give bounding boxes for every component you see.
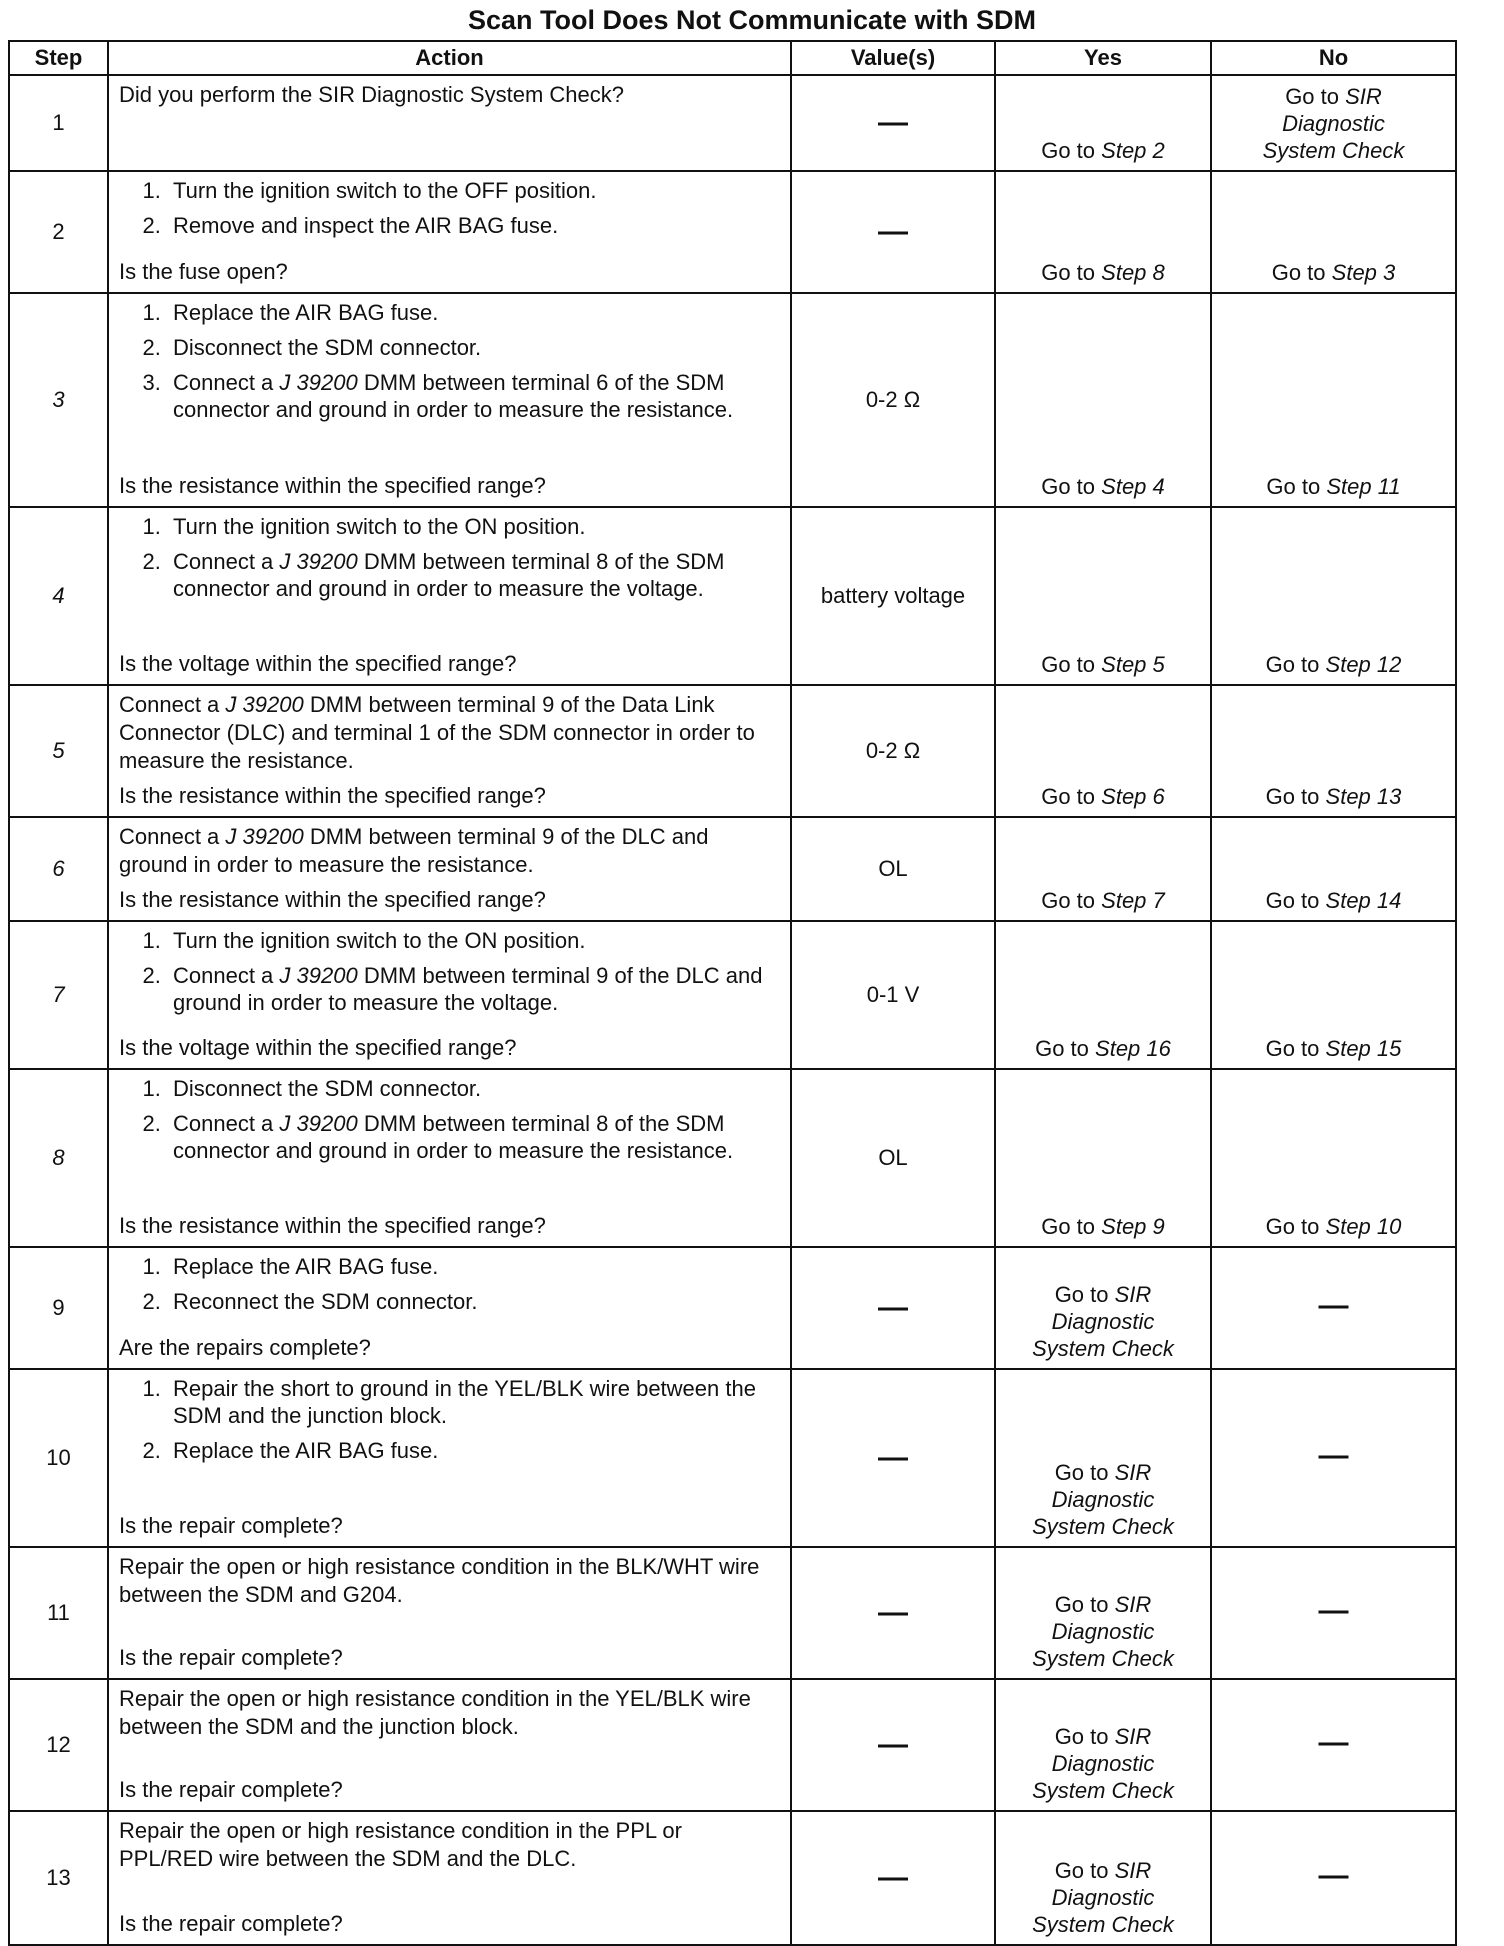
value-cell: 0-2 Ω [791, 685, 995, 817]
yes-sir-line1 [996, 1857, 1210, 1884]
table-row [9, 75, 1456, 171]
action-list-item: 1. Turn the ignition switch to the ON position. [167, 927, 780, 954]
action-content [119, 177, 780, 286]
yes-goto: Go to [1041, 784, 1096, 809]
table-row [9, 921, 1456, 1069]
action-intro: Connect a J 39200 DMM between terminal 9 of the DLC and ground in order to measure the resistance. [119, 824, 709, 877]
action-list-item: 2. Connect a J 39200 DMM between terminal 9 of the DLC and ground in order to measure the voltage. [167, 962, 780, 1016]
no-cell [1211, 921, 1456, 1069]
step-word: Step [1095, 1036, 1141, 1061]
action-intro: Did you perform the SIR Diagnostic System Check? [119, 82, 624, 107]
no-cell [1211, 817, 1456, 921]
action-list-item: 2. Replace the AIR BAG fuse. [167, 1437, 780, 1464]
yes-cell [995, 75, 1211, 171]
value-cell: — [791, 1369, 995, 1547]
action-list [119, 299, 780, 423]
action-question: Is the repair complete? [119, 1911, 343, 1936]
yes-cell [995, 1547, 1211, 1679]
value-cell: OL [791, 1069, 995, 1247]
value-cell: — [791, 1679, 995, 1811]
yes-cell [995, 1069, 1211, 1247]
step-cell: 3 [9, 293, 108, 507]
header-values: Value(s) [791, 41, 995, 75]
action-body [119, 1817, 780, 1873]
yes-sir-line3: System Check [1032, 1646, 1174, 1671]
action-cell [108, 171, 791, 293]
yes-goto: Go to [1041, 652, 1096, 677]
value-cell: — [791, 75, 995, 171]
goto-text: Go to [1054, 1282, 1109, 1307]
action-content [119, 513, 780, 678]
yes-sir-line1 [996, 1723, 1210, 1750]
action-cell [108, 1069, 791, 1247]
no-step-ref: Step 10 [1325, 1214, 1402, 1239]
header-yes: Yes [995, 41, 1211, 75]
action-list [119, 927, 780, 1016]
yes-goto: Go to [1041, 888, 1096, 913]
action-list-item: 1. Replace the AIR BAG fuse. [167, 1253, 780, 1280]
no-cell [1211, 685, 1456, 817]
yes-cell [995, 1247, 1211, 1369]
yes-step-ref: Step 5 [1101, 652, 1165, 677]
yes-goto: Go to [1041, 474, 1096, 499]
header-row [9, 41, 1456, 75]
step-cell: 7 [9, 921, 108, 1069]
no-goto: Go to [1265, 784, 1320, 809]
table-row [9, 1247, 1456, 1369]
yes-sir-line2: Diagnostic [1051, 1309, 1155, 1334]
action-cell [108, 75, 791, 171]
no-cell [1211, 171, 1456, 293]
value-cell: 0-1 V [791, 921, 995, 1069]
yes-cell [995, 1811, 1211, 1945]
action-cell [108, 1369, 791, 1547]
yes-sir-line3: System Check [1032, 1912, 1174, 1937]
action-list-item: 2. Connect a J 39200 DMM between terminal 8 of the SDM connector and ground in order to measure the voltage. [167, 548, 780, 602]
action-cell [108, 921, 791, 1069]
no-goto: Go to [1265, 888, 1320, 913]
diagnostic-table [8, 40, 1457, 1946]
yes-cell [995, 817, 1211, 921]
sir-text: SIR [1114, 1460, 1152, 1485]
step-cell: 12 [9, 1679, 108, 1811]
action-list-item: 2. Disconnect the SDM connector. [167, 334, 780, 361]
action-cell [108, 1547, 791, 1679]
yes-sir-line1 [996, 1459, 1210, 1486]
yes-sir-line3: System Check [1032, 1336, 1174, 1361]
value-cell: — [791, 1547, 995, 1679]
action-content [119, 1253, 780, 1362]
yes-goto: Go to [1041, 138, 1096, 163]
action-content [119, 299, 780, 500]
no-goto: Go to [1271, 260, 1326, 285]
no-step-ref: Step 3 [1331, 260, 1396, 285]
action-content [119, 927, 780, 1062]
action-list-item: 2. Connect a J 39200 DMM between terminal 8 of the SDM connector and ground in order to measure the resistance. [167, 1110, 780, 1164]
yes-cell [995, 171, 1211, 293]
no-step-ref: Step 11 [1326, 474, 1401, 499]
action-list [119, 1075, 780, 1164]
step-word: Step [1325, 1036, 1371, 1061]
step-word: Step [1101, 784, 1147, 809]
step-word: Step [1101, 1214, 1147, 1239]
action-list-item: 1. Replace the AIR BAG fuse. [167, 299, 780, 326]
value-cell: OL [791, 817, 995, 921]
no-step-ref: Step 15 [1325, 1036, 1402, 1061]
yes-step-ref: Step 6 [1101, 784, 1165, 809]
action-list-item: 1. Disconnect the SDM connector. [167, 1075, 780, 1102]
step-cell: 9 [9, 1247, 108, 1369]
no-cell: — [1211, 1247, 1456, 1369]
yes-step-ref: Step 4 [1101, 474, 1165, 499]
yes-step-ref: Step 7 [1101, 888, 1165, 913]
step-word: Step [1331, 260, 1377, 285]
step-word: Step [1325, 784, 1371, 809]
table-row [9, 1547, 1456, 1679]
action-list-item: 3. Connect a J 39200 DMM between terminal 6 of the SDM connector and ground in order to measure the resistance. [167, 369, 780, 423]
table-row [9, 507, 1456, 685]
value-cell: — [791, 1811, 995, 1945]
action-body [119, 513, 780, 602]
step-cell: 13 [9, 1811, 108, 1945]
step-word: Step [1326, 474, 1372, 499]
step-word: Step [1101, 138, 1147, 163]
yes-sir-line1 [996, 1281, 1210, 1308]
action-question: Is the resistance within the specified range? [119, 473, 546, 498]
action-cell [108, 817, 791, 921]
no-cell [1211, 507, 1456, 685]
action-intro: Repair the open or high resistance condition in the YEL/BLK wire between the SDM and the junction block. [119, 1686, 751, 1739]
sir-text: SIR [1114, 1724, 1152, 1749]
header-step: Step [9, 41, 108, 75]
action-content [119, 1685, 780, 1804]
action-question: Is the resistance within the specified range? [119, 783, 546, 808]
action-list [119, 1253, 780, 1315]
action-cell [108, 507, 791, 685]
step-word: Step [1101, 652, 1147, 677]
step-word: Step [1101, 260, 1147, 285]
value-cell: — [791, 1247, 995, 1369]
action-intro: Repair the open or high resistance condition in the PPL or PPL/RED wire between the SDM and the DLC. [119, 1818, 682, 1871]
sir-text: SIR [1114, 1592, 1152, 1617]
action-cell [108, 685, 791, 817]
action-list [119, 1375, 780, 1464]
tool-ref: J 39200 [279, 1111, 358, 1136]
action-list [119, 513, 780, 602]
yes-sir-line1 [996, 1591, 1210, 1618]
table-row [9, 1369, 1456, 1547]
yes-cell [995, 1679, 1211, 1811]
tool-ref: J 39200 [279, 370, 358, 395]
tool-ref: J 39200 [279, 963, 358, 988]
no-sir-line1 [1212, 83, 1455, 110]
page-title: Scan Tool Does Not Communicate with SDM [467, 5, 1037, 35]
action-body [119, 81, 780, 109]
action-intro: Connect a J 39200 DMM between terminal 9 of the Data Link Connector (DLC) and terminal 1 of the SDM connector in order to measure the resistance. [119, 692, 755, 773]
sir-text: SIR [1345, 84, 1382, 109]
action-cell [108, 293, 791, 507]
action-cell [108, 1811, 791, 1945]
action-question: Is the repair complete? [119, 1777, 343, 1802]
action-content [119, 1817, 780, 1938]
step-word: Step [1101, 474, 1147, 499]
action-content [119, 1075, 780, 1240]
action-list-item: 1. Turn the ignition switch to the ON position. [167, 513, 780, 540]
no-goto: Go to [1266, 474, 1321, 499]
table-row [9, 1679, 1456, 1811]
no-sir-line2: Diagnostic [1282, 111, 1385, 136]
action-content [119, 823, 780, 914]
action-body [119, 299, 780, 423]
step-cell: 5 [9, 685, 108, 817]
yes-goto: Go to [1035, 1036, 1089, 1061]
yes-cell [995, 293, 1211, 507]
yes-goto: Go to [1041, 1214, 1096, 1239]
table-row [9, 685, 1456, 817]
action-question: Is the resistance within the specified range? [119, 887, 546, 912]
no-cell [1211, 1069, 1456, 1247]
yes-sir-line3: System Check [1032, 1514, 1174, 1539]
yes-step-ref: Step 2 [1101, 138, 1165, 163]
no-step-ref: Step 14 [1325, 888, 1402, 913]
step-cell: 8 [9, 1069, 108, 1247]
action-list-item: 2. Reconnect the SDM connector. [167, 1288, 780, 1315]
action-content [119, 1553, 780, 1672]
step-word: Step [1101, 888, 1147, 913]
action-body [119, 927, 780, 1016]
yes-cell [995, 921, 1211, 1069]
yes-sir-line2: Diagnostic [1051, 1885, 1155, 1910]
value-cell: 0-2 Ω [791, 293, 995, 507]
action-content [119, 81, 780, 164]
action-cell [108, 1679, 791, 1811]
sir-text: SIR [1114, 1282, 1152, 1307]
table-row [9, 293, 1456, 507]
action-body [119, 823, 780, 879]
no-goto: Go to [1265, 652, 1320, 677]
action-list-item: 2. Remove and inspect the AIR BAG fuse. [167, 212, 780, 239]
yes-sir-line2: Diagnostic [1051, 1619, 1155, 1644]
no-cell: — [1211, 1679, 1456, 1811]
yes-step-ref: Step 16 [1095, 1036, 1171, 1061]
yes-step-ref: Step 9 [1101, 1214, 1165, 1239]
step-word: Step [1325, 652, 1371, 677]
header-action: Action [108, 41, 791, 75]
step-word: Step [1325, 888, 1371, 913]
action-content [119, 1375, 780, 1540]
action-body [119, 177, 780, 239]
table-row [9, 171, 1456, 293]
yes-cell [995, 507, 1211, 685]
no-sir-line3: System Check [1262, 138, 1405, 163]
step-word: Step [1325, 1214, 1371, 1239]
tool-ref: J 39200 [225, 824, 304, 849]
action-question: Is the repair complete? [119, 1645, 343, 1670]
yes-cell [995, 685, 1211, 817]
header-no: No [1211, 41, 1456, 75]
action-body [119, 1553, 780, 1609]
goto-text: Go to [1054, 1724, 1109, 1749]
table-row [9, 1811, 1456, 1945]
action-question: Is the voltage within the specified range? [119, 651, 517, 676]
step-cell: 1 [9, 75, 108, 171]
no-cell: — [1211, 1811, 1456, 1945]
value-cell: — [791, 171, 995, 293]
action-list-item: 1. Turn the ignition switch to the OFF position. [167, 177, 780, 204]
action-question: Is the resistance within the specified range? [119, 1213, 546, 1238]
no-goto: Go to [1265, 1214, 1320, 1239]
action-body [119, 1685, 780, 1741]
goto-text: Go to [1054, 1858, 1109, 1883]
tool-ref: J 39200 [279, 549, 358, 574]
no-step-ref: Step 13 [1325, 784, 1402, 809]
no-goto: Go to [1265, 1036, 1320, 1061]
goto-text: Go to [1054, 1592, 1109, 1617]
action-content [119, 691, 780, 810]
no-step-ref: Step 12 [1325, 652, 1402, 677]
action-body [119, 691, 780, 775]
yes-step-ref: Step 8 [1101, 260, 1165, 285]
step-cell: 11 [9, 1547, 108, 1679]
action-body [119, 1375, 780, 1464]
value-cell: battery voltage [791, 507, 995, 685]
goto-text: Go to [1054, 1460, 1109, 1485]
table-row [9, 1069, 1456, 1247]
step-cell: 6 [9, 817, 108, 921]
step-cell: 4 [9, 507, 108, 685]
action-cell [108, 1247, 791, 1369]
no-cell [1211, 75, 1456, 171]
yes-goto: Go to [1041, 260, 1096, 285]
no-cell: — [1211, 1369, 1456, 1547]
step-cell: 2 [9, 171, 108, 293]
table-row [9, 817, 1456, 921]
yes-cell [995, 1369, 1211, 1547]
action-intro: Repair the open or high resistance condition in the BLK/WHT wire between the SDM and G204. [119, 1554, 760, 1607]
goto-text: Go to [1285, 84, 1339, 109]
action-question: Are the repairs complete? [119, 1335, 371, 1360]
action-question: Is the voltage within the specified range? [119, 1035, 517, 1060]
yes-sir-line3: System Check [1032, 1778, 1174, 1803]
action-body [119, 1075, 780, 1164]
tool-ref: J 39200 [225, 692, 304, 717]
yes-sir-line2: Diagnostic [1051, 1487, 1155, 1512]
sir-text: SIR [1114, 1858, 1152, 1883]
yes-sir-line2: Diagnostic [1051, 1751, 1155, 1776]
step-cell: 10 [9, 1369, 108, 1547]
action-question: Is the fuse open? [119, 259, 288, 284]
action-list-item: 1. Repair the short to ground in the YEL/BLK wire between the SDM and the junction block. [167, 1375, 780, 1429]
action-list [119, 177, 780, 239]
no-cell: — [1211, 1547, 1456, 1679]
action-body [119, 1253, 780, 1315]
action-question: Is the repair complete? [119, 1513, 343, 1538]
no-cell [1211, 293, 1456, 507]
